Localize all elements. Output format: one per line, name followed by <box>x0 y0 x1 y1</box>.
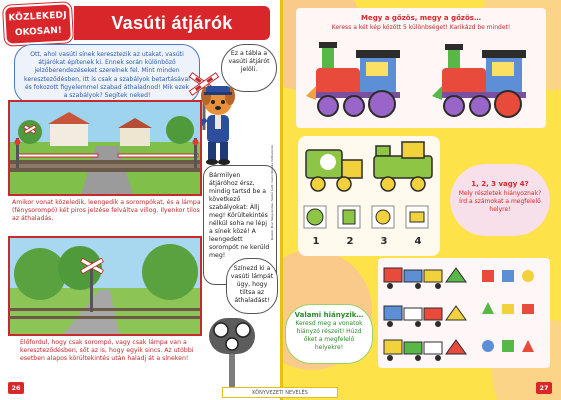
page-number-right: 27 <box>536 382 552 394</box>
section-badge <box>3 2 73 46</box>
page-title: Vasúti átjárók <box>111 13 233 33</box>
puzzle3-title: 1, 2, 3 vagy 4? <box>471 180 529 188</box>
caption-no-barrier: Előfordul, hogy csak sorompó, vagy csak lámpa van a kereszteződésben, sőt az is, hogy egyik sincs. Az utóbbi esetben alapos körültekintés után haladj át a síneken! <box>20 339 194 362</box>
footer-banner: KÖNYVEZETI NEVELÉS <box>222 387 338 398</box>
badge-line2: OKOSAN! <box>14 25 63 39</box>
crossing-illustration-2 <box>8 236 202 336</box>
puzzle4-bubble <box>285 304 373 364</box>
page-number-left: 26 <box>8 382 24 394</box>
puzzle-find-missing-train-parts <box>378 258 550 368</box>
train-picture-a[interactable] <box>302 36 412 122</box>
option-number-1: 1 <box>312 236 320 247</box>
puzzle1-title: Megy a gőzös, megy a gőzös… <box>361 14 481 22</box>
speech-bubble-sign: Ez a tábla a vasúti átjárót jelöli. <box>221 44 277 92</box>
caption-barriers: Amikor vonat közeledik, leengedik a sorompókat, és a lámpa (fénysorompó) két piros jelzése felváltva villog. Ilyenkor tilos az áthaladás. <box>12 199 201 222</box>
speech-bubble-rules: Bármilyen átjáróhoz érsz, mindig tartsd be a következő szabályokat: Állj meg! Körültekintés nélkül soha ne lépj a sínek közé! A leengedett sorompót ne kerüld meg! <box>203 165 277 285</box>
puzzle4-instructions: Keresd meg a vonatok hiányzó részeit! Húzd őket a megfelelő helyekre! <box>295 320 363 351</box>
badge-line1: KÖZLEKEDJ <box>8 10 68 24</box>
option-number-4: 4 <box>414 236 422 247</box>
title-bar <box>74 6 270 40</box>
page-spine <box>280 0 283 400</box>
puzzle3-instructions: Mely részletek hiányoznak? Írd a számokat a megfelelő helyre! <box>458 190 542 213</box>
railway-signal-light-icon <box>205 312 259 396</box>
option-number-2: 2 <box>346 236 354 247</box>
option-number-3: 3 <box>380 236 388 247</box>
puzzle3-text-block <box>456 180 544 214</box>
speech-bubble-color-light: Színezd ki a vasúti lámpát úgy, hogy tiltsa az áthaladást! <box>226 258 278 314</box>
crossing-illustration-1 <box>8 100 202 196</box>
intro-text: Ott, ahol vasúti sínek keresztezik az utakat, vasúti átjárókat építenek ki. Ennek során különböző jelzőberendezéseket szerelnek fel. Mint minden kereszteződésben, itt is csak a szabályok betartásával és fokozott figyelemmel szabad áthaladnod! Mik ezek a szabályok? Segítek neked! <box>14 44 200 104</box>
puzzle1-instructions: Keress a két kép között 5 különbséget! Karikázd be mindet! <box>331 24 511 31</box>
side-credit: Rajzok: Pusi Szegvárdias, Szabó Judit, Ivánc Rozália Ildilbutorok <box>270 144 274 240</box>
train-picture-b[interactable] <box>428 36 538 122</box>
puzzle4-title: Valami hiányzik… <box>294 311 364 319</box>
